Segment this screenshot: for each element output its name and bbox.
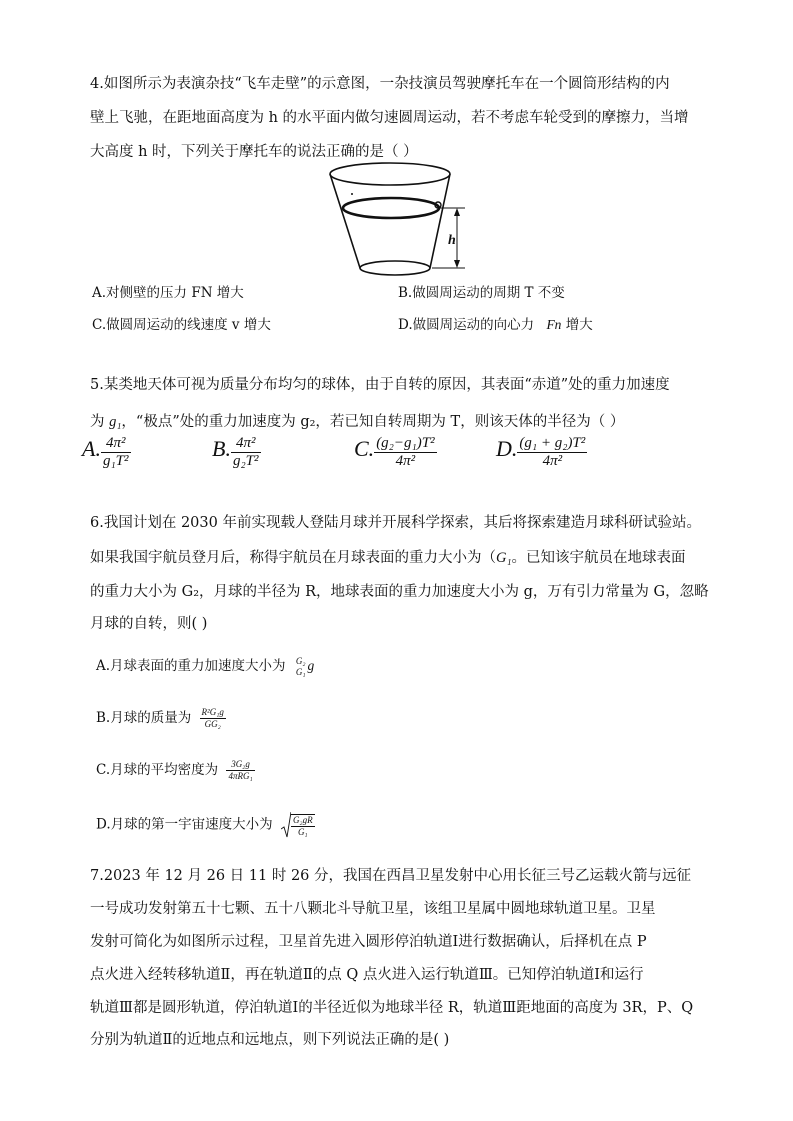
q6-option-a-text: A.月球表面的重力加速度大小为 <box>96 658 286 674</box>
q6-option-a-tail: g <box>307 658 315 673</box>
q4-option-c: C.做圆周运动的线速度 v 增大 <box>92 317 271 333</box>
q4-option-d <box>398 315 593 335</box>
q6-option-a-fraction <box>294 657 308 677</box>
q4-line-2: 壁上飞驰，在距地面高度为 h 的水平面内做匀速圆周运动，若不考虑车轮受到的摩擦力，当增 <box>90 110 689 126</box>
sqrt-icon <box>281 812 291 838</box>
q4-line-1: 4.如图所示为表演杂技“飞车走壁”的示意图，一杂技演员驾驶摩托车在一个圆筒形结构的内 <box>90 76 670 92</box>
q6-option-a-numerator: G₂ <box>295 655 306 666</box>
q4-option-d-text: D.做圆周运动的向心力 <box>398 317 535 333</box>
q7-line-3: 发射可简化为如图所示过程，卫星首先进入圆形停泊轨道Ⅰ进行数据确认，后择机在点 P <box>90 934 647 950</box>
q6-option-d-numerator: G₂gR <box>292 814 313 825</box>
q6-option-b-numerator: R²G₁g <box>201 707 224 717</box>
q5-g1-symbol: g₁ <box>109 414 122 430</box>
q5-line-2-end: ，“极点”处的重力加速度为 g₂，若已知自转周期为 T，则该天体的半径为（ ） <box>121 414 625 430</box>
q5-option-a <box>82 436 131 469</box>
q5-option-b-denominator: g₂T² <box>232 453 259 469</box>
q6-option-b-denominator: GG₂ <box>204 719 221 729</box>
q6-g1-symbol: G₁ <box>496 550 512 566</box>
q6-line-4: 月球的自转，则( ) <box>90 616 208 632</box>
q5-option-d-denominator: 4π² <box>542 453 563 469</box>
q5-line-2 <box>90 412 624 432</box>
q5-option-b <box>212 436 261 469</box>
q5-option-d-letter: D. <box>496 436 518 461</box>
q4-cylinder-figure <box>320 158 480 283</box>
q4-option-a: A.对侧壁的压力 FN 增大 <box>92 285 244 301</box>
q5-option-d-fraction <box>517 436 587 469</box>
q6-option-a-denominator: G₁ <box>295 666 306 677</box>
q5-option-c <box>354 436 437 469</box>
q4-line-3: 大高度 h 时，下列关于摩托车的说法正确的是（ ） <box>90 144 418 160</box>
q7-line-1: 7.2023 年 12 月 26 日 11 时 26 分，我国在西昌卫星发射中心用长征三号乙运载火箭与远征 <box>90 868 692 884</box>
q6-line-2 <box>90 548 686 568</box>
q4-option-b: B.做圆周运动的周期 T 不变 <box>398 285 565 301</box>
q6-option-c-numerator: 3G₂g <box>226 760 254 771</box>
q6-option-b-text: B.月球的质量为 <box>96 710 192 726</box>
q6-line-2-end: 。已知该宇航员在地球表面 <box>511 550 686 566</box>
q5-line-1: 5.某类地天体可视为质量分布均匀的球体，由于自转的原因，其表面“赤道”处的重力加速度 <box>90 377 670 393</box>
q6-option-d-sqrt <box>281 812 315 838</box>
q5-option-d-numerator: (g₁ + g₂)T² <box>519 435 586 451</box>
q5-option-c-letter: C. <box>354 436 375 461</box>
q6-option-d <box>96 812 315 838</box>
q7-line-6: 分别为轨道Ⅱ的近地点和远地点，则下列说法正确的是( ) <box>90 1032 450 1048</box>
q7-line-5: 轨道Ⅲ都是圆形轨道，停泊轨道Ⅰ的半径近似为地球半径 R，轨道Ⅲ距地面的高度为 3R，P、Q <box>90 1000 694 1016</box>
q5-option-b-numerator: 4π² <box>231 436 261 453</box>
q6-line-1: 6.我国计划在 2030 年前实现载人登陆月球并开展科学探索，其后将探索建造月球科研试验站。 <box>90 515 701 531</box>
q6-option-d-denominator: G₁ <box>297 826 308 837</box>
q5-option-c-denominator: 4π² <box>395 453 416 469</box>
q6-option-c-text: C.月球的平均密度为 <box>96 762 219 778</box>
q4-figure-label-h: h <box>448 233 456 248</box>
q7-line-2: 一号成功发射第五十七颗、五十八颗北斗导航卫星，该组卫星属中圆地球轨道卫星。卫星 <box>90 901 656 917</box>
q6-line-2-start: 如果我国宇航员登月后，称得宇航员在月球表面的重力大小为（ <box>90 550 496 566</box>
q5-option-a-numerator: 4π² <box>101 436 131 453</box>
q5-option-c-numerator: (g₂−g₁)T² <box>376 435 435 451</box>
q6-option-d-fraction <box>291 814 315 837</box>
q6-option-b <box>96 708 226 729</box>
q4-option-d-tail: 增大 <box>561 317 593 333</box>
q7-line-4: 点火进入经转移轨道Ⅱ，再在轨道Ⅱ的点 Q 点火进入运行轨道Ⅲ。已知停泊轨道Ⅰ和运行 <box>90 967 644 983</box>
q4-option-d-symbol: Fn <box>546 317 562 332</box>
q6-option-d-text: D.月球的第一宇宙速度大小为 <box>96 816 273 833</box>
q6-option-c <box>96 760 255 781</box>
q6-option-c-fraction <box>226 760 254 781</box>
q6-line-3: 的重力大小为 G₂，月球的半径为 R，地球表面的重力加速度大小为 g，万有引力常量为 G，忽略 <box>90 584 709 600</box>
q5-option-a-letter: A. <box>82 436 101 461</box>
q6-option-b-fraction <box>200 708 226 729</box>
q5-option-d <box>496 436 587 469</box>
q5-option-a-denominator: g₁T² <box>102 453 129 469</box>
q5-line-2-start: 为 <box>90 414 110 430</box>
q6-option-c-denominator: 4πRG₁ <box>228 771 253 781</box>
q5-option-a-fraction <box>101 436 131 469</box>
q6-option-a <box>96 656 314 677</box>
q5-option-b-fraction <box>231 436 261 469</box>
q5-option-c-fraction <box>374 436 436 469</box>
q5-option-b-letter: B. <box>212 436 231 461</box>
